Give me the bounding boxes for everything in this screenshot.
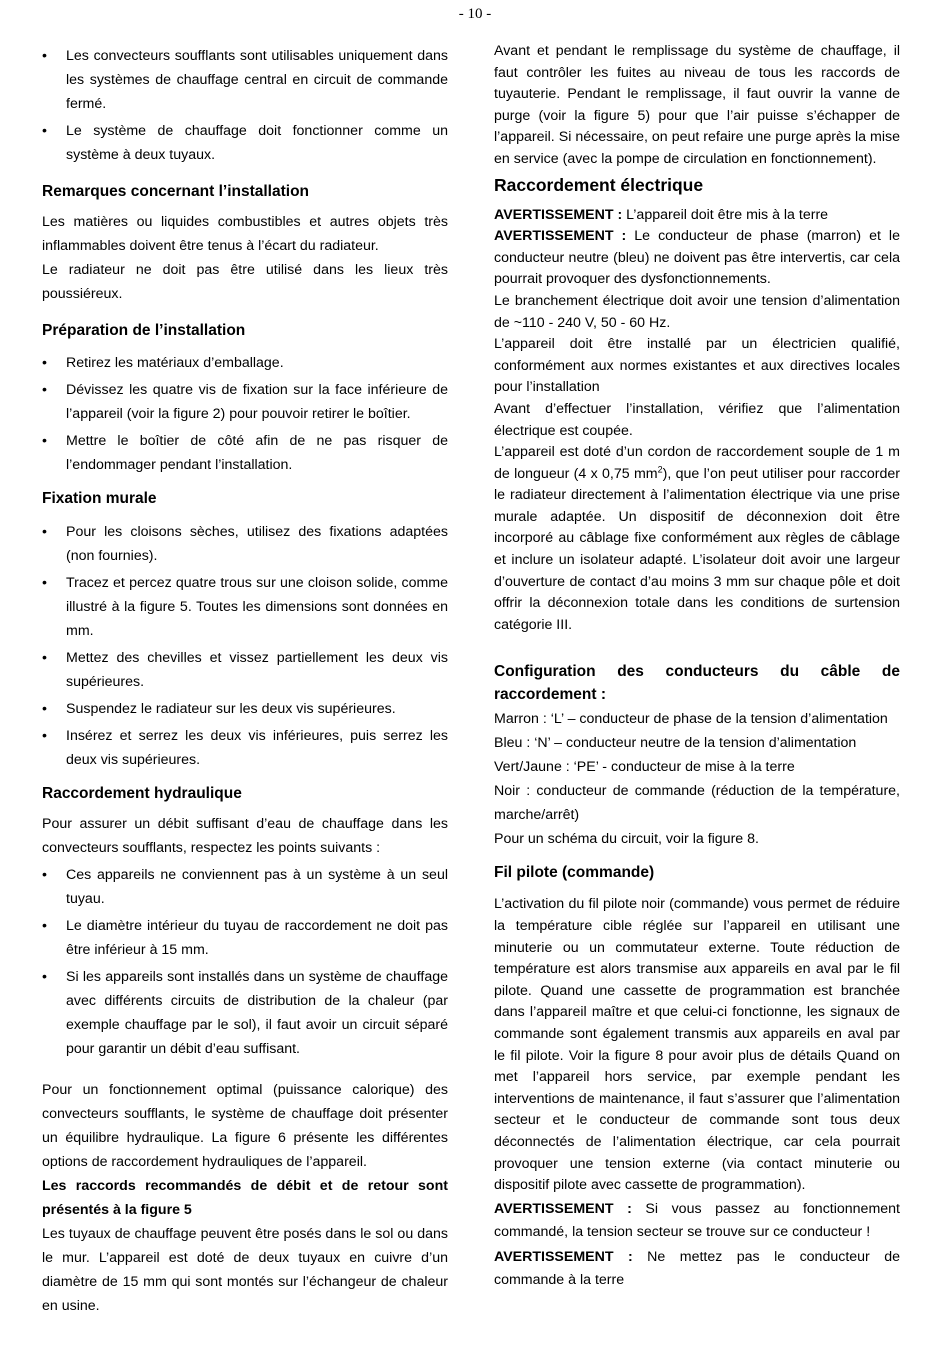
warning-label: AVERTISSEMENT : [494, 1200, 632, 1217]
filling-paragraph: Avant et pendant le remplissage du système de chauffage, il faut contrôler les fuites au niveau de tous les raccords de tuyauterie. Pendant le remplissage, il faut ouvrir la vanne de purge (voir la figure 5) pour que l’air puisse s’échapper de l’appareil. Si nécessaire, on peut refaire une purge après la mise en service (avec la pompe de circulation en fonctionnement). [494, 43, 900, 167]
hydraulic-paragraph: Pour un fonctionnement optimal (puissance calorique) des convecteurs soufflants, le système de chauffage doit présenter un équilibre hydraulique. La figure 6 présente les différentes options de raccordement hydrauliques de l’appareil. [42, 1082, 448, 1170]
list-item: • Dévissez les quatre vis de fixation sur la face inférieure de l’appareil (voir la figure 2) pour pouvoir retirer le boîtier. [42, 378, 448, 426]
electrical-paragraph: Avant d’effectuer l’installation, vérifiez que l’alimentation électrique est coupée. [494, 400, 900, 439]
bullet-icon: • [42, 382, 47, 398]
left-column [42, 42, 448, 1318]
config-line: Bleu : ‘N’ – conducteur neutre de la tension d’alimentation [494, 735, 857, 752]
wall-mount-heading: Fixation murale [42, 490, 157, 507]
bullet-icon: • [42, 433, 47, 449]
hydraulic-bold-note: Les raccords recommandés de débit et de retour sont présentés à la figure 5 [42, 1178, 448, 1218]
list-item: • Ces appareils ne conviennent pas à un système à un seul tuyau. [42, 863, 448, 911]
config-line: Noir : conducteur de commande (réduction de la température, marche/arrêt) [494, 783, 900, 824]
hydraulic-list [42, 863, 448, 1061]
list-item: • Pour les cloisons sèches, utilisez des fixations adaptées (non fournies). [42, 520, 448, 568]
list-item: • Les convecteurs soufflants sont utilisables uniquement dans les systèmes de chauffage central en circuit de commande fermé. [42, 44, 448, 116]
page-number: - 10 - [458, 6, 492, 22]
wall-mount-list [42, 520, 448, 772]
hydraulic-intro: Pour assurer un débit suffisant d’eau de chauffage dans les convecteurs soufflants, respectez les points suivants : [42, 816, 448, 856]
pilot-heading: Fil pilote (commande) [494, 864, 655, 882]
bullet-icon: • [42, 650, 47, 666]
bullet-icon: • [42, 728, 47, 744]
config-list [494, 707, 900, 851]
bullet-icon: • [42, 918, 47, 934]
warning-label: AVERTISSEMENT : [494, 206, 623, 223]
bullet-icon: • [42, 867, 47, 883]
preparation-heading: Préparation de l’installation [42, 322, 246, 339]
hydraulic-heading: Raccordement hydraulique [42, 785, 242, 802]
electrical-paragraph: Le branchement électrique doit avoir une tension d’alimentation de ~110 - 240 V, 50 - 60 Hz. [494, 292, 900, 331]
warning-label: AVERTISSEMENT : [494, 1248, 633, 1265]
list-item: • Mettre le boîtier de côté afin de ne pas risquer de l’endommager pendant l’installation. [42, 429, 448, 477]
remarks-paragraph: Le radiateur ne doit pas être utilisé dans les lieux très poussiéreux. [42, 262, 448, 302]
warning-2: AVERTISSEMENT : Le conducteur de phase (marron) et le conducteur neutre (bleu) ne doivent pas être intervertis, car cela pourrait provoquer des dysfonctionnements. [494, 228, 900, 288]
warning-3: AVERTISSEMENT : Si vous passez au fonctionnement commandé, la tension secteur se trouve sur ce conducteur ! [494, 1200, 900, 1241]
bullet-icon: • [42, 123, 47, 139]
list-item: • Insérez et serrez les deux vis inférieures, puis serrez les deux vis supérieures. [42, 724, 448, 772]
warning-1: AVERTISSEMENT : L’appareil doit être mis à la terre [494, 206, 829, 223]
bullet-icon: • [42, 355, 47, 371]
config-line: Marron : ‘L’ – conducteur de phase de la tension d’alimentation [494, 711, 888, 728]
config-line: Vert/Jaune : ‘PE’ - conducteur de mise à la terre [494, 759, 795, 776]
remarks-heading: Remarques concernant l’installation [42, 183, 310, 200]
list-item: • Si les appareils sont installés dans un système de chauffage avec différents circuits de distribution de la chaleur (par exemple chauffage par le sol), il faut avoir un circuit séparé pour garantir un débit d’eau suffisant. [42, 965, 448, 1061]
config-line: Pour un schéma du circuit, voir la figure 8. [494, 831, 759, 848]
bullet-icon: • [42, 575, 47, 591]
intro-list [42, 44, 448, 167]
bullet-icon: • [42, 969, 47, 985]
bullet-icon: • [42, 701, 47, 717]
electrical-paragraph: L’appareil doit être installé par un électricien qualifié, conformément aux normes existantes et aux directives locales pour l’installation [494, 336, 900, 396]
list-item: • Retirez les matériaux d’emballage. [42, 351, 448, 375]
hydraulic-paragraph: Les tuyaux de chauffage peuvent être posés dans le sol ou dans le mur. L’appareil est doté de deux tuyaux en cuivre d’un diamètre de 15 mm qui sont montés sur l’échangeur de chaleur en usine. [42, 1226, 448, 1314]
right-column [494, 42, 900, 1293]
warning-label: AVERTISSEMENT : [494, 228, 627, 245]
pilot-paragraph: L’activation du fil pilote noir (commande) vous permet de réduire la température cible réglée sur l’appareil en utilisant une minuterie ou un commutateur externe. Toute réduction de température est alors transmise aux appareils en aval par le fil pilote. Quand une cassette de programmation est branchée dans l’appareil maître et que celui-ci fonctionne, les signaux de commande sont également transmis aux appareils en aval par le fil pilote. Voir la figure 8 pour avoir plus de détails Quand on met l’appareil hors service, par exemple pendant les interventions de maintenance, il faut s’assurer que l’alimentation secteur et le conducteur de commande sont tous deux déconnectés de l’alimentation électrique, car cela pourrait provoquer une tension externe (via contact minuterie ou dispositif pilote avec cassette de programmation). [494, 896, 900, 1194]
list-item: • Le diamètre intérieur du tuyau de raccordement ne doit pas être inférieur à 15 mm. [42, 914, 448, 962]
warning-4: AVERTISSEMENT : Ne mettez pas le conducteur de commande à la terre [494, 1248, 900, 1289]
list-item: • Tracez et percez quatre trous sur une cloison solide, comme illustré à la figure 5. Toutes les dimensions sont données en mm. [42, 571, 448, 643]
list-item: • Le système de chauffage doit fonctionner comme un système à deux tuyaux. [42, 119, 448, 167]
list-item: • Suspendez le radiateur sur les deux vis supérieures. [42, 697, 448, 721]
remarks-paragraph: Les matières ou liquides combustibles et autres objets très inflammables doivent être tenus à l’écart du radiateur. [42, 214, 448, 254]
preparation-list [42, 351, 448, 477]
bullet-icon: • [42, 48, 47, 64]
electrical-heading: Raccordement électrique [494, 174, 704, 195]
bullet-icon: • [42, 524, 47, 540]
list-item: • Mettez des chevilles et vissez partiellement les deux vis supérieures. [42, 646, 448, 694]
config-heading: Configuration des conducteurs du câble de raccordement : [494, 663, 900, 704]
electrical-paragraph: L’appareil est doté d’un cordon de raccordement souple de 1 m de longueur (4 x 0,75 $mm^2$), que l’on peut utiliser pour raccorder le radiateur directement à l’alimentation électrique via une prise murale adaptée. Un dispositif de déconnexion doit être incorporé au câblage fixe conformément aux règles de câblage et inclure un isolateur adapté. L’isolateur doit avoir une largeur d’ouverture de contact d’au moins 3 mm sur chaque pôle et doit offrir la déconnexion totale dans les conditions de surtension catégorie III. [494, 444, 900, 633]
